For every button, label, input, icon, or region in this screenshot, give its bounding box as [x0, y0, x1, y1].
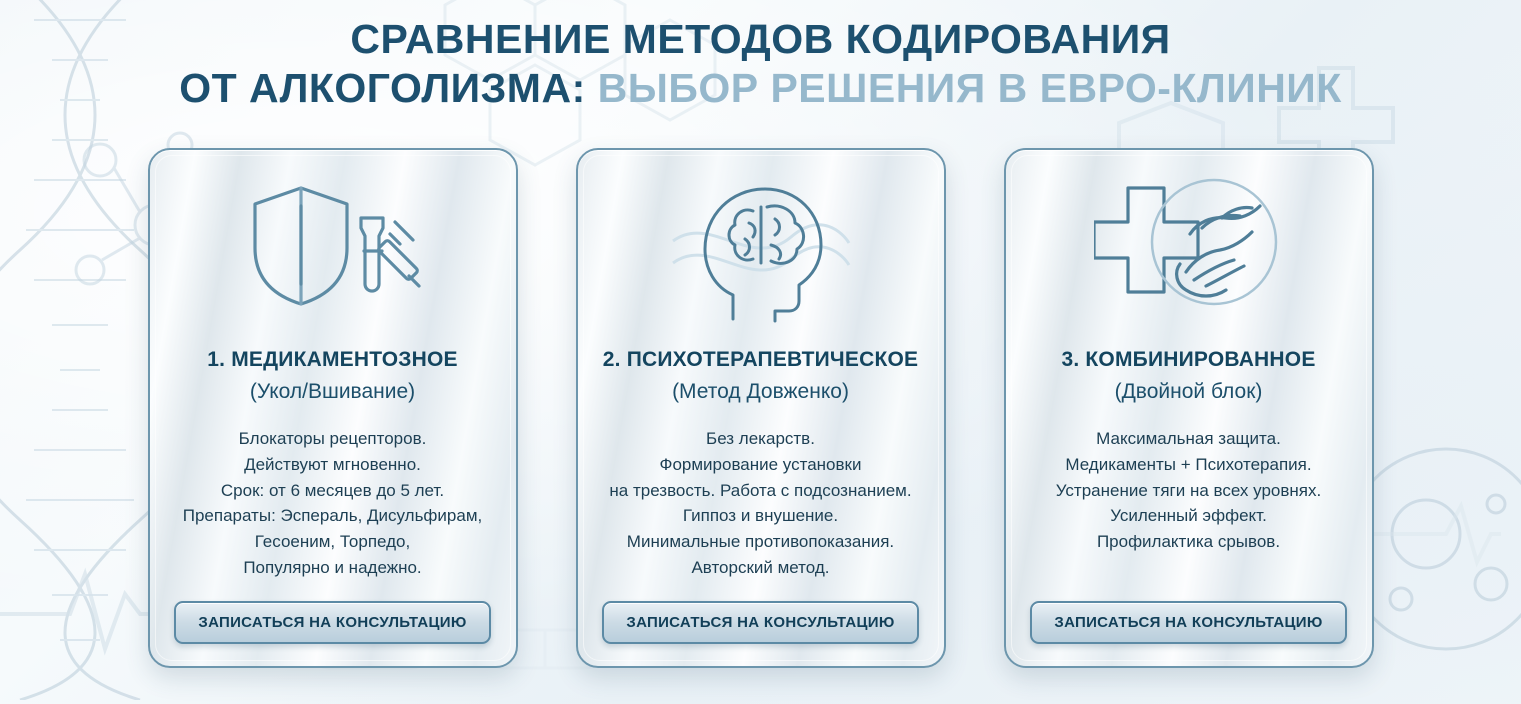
card-body-line: Устранение тяги на всех уровнях.: [1055, 480, 1322, 500]
card-subtitle: (Укол/Вшивание): [249, 380, 416, 403]
method-card-psychotherapy: [576, 148, 946, 668]
card-body: [183, 426, 483, 601]
cross-helping-hands-icon: [1094, 156, 1284, 346]
card-body-line: Медикаменты + Психотерапия.: [1065, 454, 1312, 474]
card-title: 1. МЕДИКАМЕНТОЗНОЕ: [207, 348, 458, 371]
card-body-line: Без лекарств.: [706, 429, 815, 448]
card-subtitle: (Метод Довженко): [672, 380, 849, 403]
card-body: [1056, 426, 1321, 601]
card-body-line: Профилактика срывов.: [1096, 532, 1281, 552]
card-body: [609, 426, 911, 601]
shield-ampoule-syringe-icon: [243, 156, 423, 346]
card-body-line: Срок: от 6 месяцев до 5 лет.: [220, 480, 445, 500]
card-body-line: Гиппоз и внушение.: [682, 506, 839, 526]
card-body-line: Авторский метод.: [691, 558, 830, 578]
card-body-line: Усиленный эффект.: [1110, 506, 1267, 526]
page-title-line-2-main: ОТ АЛКОГОЛИЗМА:: [179, 65, 598, 112]
method-card-medication: [148, 148, 518, 668]
card-subtitle: (Двойной блок): [1114, 380, 1263, 403]
page-title-line-2-accent: ВЫБОР РЕШЕНИЯ В ЕВРО-КЛИНИК: [597, 65, 1342, 112]
card-body-line: Максимальная защита.: [1096, 429, 1281, 448]
method-cards: [0, 148, 1521, 668]
card-body-line: Формирование установки: [659, 454, 862, 474]
page-title-line-2: [0, 65, 1521, 112]
poster-header: [0, 16, 1521, 112]
card-title: 3. КОМБИНИРОВАННОЕ: [1061, 348, 1316, 371]
card-body-line: на трезвость. Работа с подсознанием.: [609, 480, 912, 500]
consultation-button[interactable]: ЗАПИСАТЬСЯ НА КОНСУЛЬТАЦИЮ: [1030, 601, 1346, 644]
consultation-button[interactable]: ЗАПИСАТЬСЯ НА КОНСУЛЬТАЦИЮ: [174, 601, 490, 644]
consultation-button[interactable]: ЗАПИСАТЬСЯ НА КОНСУЛЬТАЦИЮ: [602, 601, 918, 644]
card-body-line: Популярно и надежно.: [243, 558, 422, 578]
method-card-combined: [1004, 148, 1374, 668]
page-title-line-1: СРАВНЕНИЕ МЕТОДОВ КОДИРОВАНИЯ: [350, 16, 1171, 62]
head-brain-icon: [671, 156, 851, 346]
card-body-line: Действуют мгновенно.: [244, 454, 421, 474]
card-body-line: Минимальные противопоказания.: [626, 532, 895, 552]
card-body-line: Блокаторы рецепторов.: [238, 429, 427, 448]
card-title: 2. ПСИХОТЕРАПЕВТИЧЕСКОЕ: [602, 348, 919, 371]
card-body-line: Гесоеним, Торпедо,: [254, 532, 411, 552]
card-body-line: Препараты: Эспераль, Дисульфирам,: [182, 506, 483, 526]
